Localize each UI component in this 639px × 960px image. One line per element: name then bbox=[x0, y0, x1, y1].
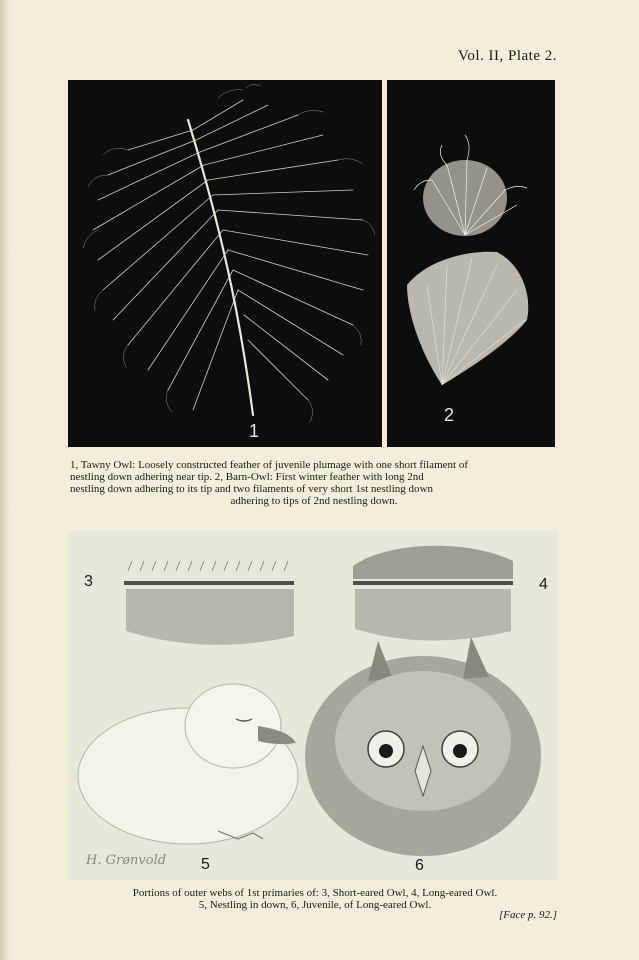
lower-caption-line-2: 5, Nestling in down, 6, Juvenile, of Long-eared Owl. bbox=[198, 899, 432, 911]
upper-caption bbox=[70, 459, 558, 507]
drawing-plate bbox=[68, 531, 558, 880]
feather-illustration-1 bbox=[68, 80, 382, 447]
figure-1-number: 1 bbox=[249, 421, 260, 441]
upper-caption-line-4: adhering to tips of 2nd nestling down. bbox=[230, 495, 398, 507]
figure-3-number: 3 bbox=[84, 573, 93, 590]
feather-illustration-2 bbox=[387, 80, 555, 447]
page-edge-shadow bbox=[0, 0, 12, 960]
web-drawing-4 bbox=[353, 546, 513, 641]
figure-2-number: 2 bbox=[444, 405, 455, 425]
lower-caption bbox=[72, 887, 558, 911]
owl-drawings bbox=[68, 531, 558, 880]
upper-caption-line-2: nestling down adhering near tip. 2, Barn-Owl: First winter feather with long 2nd bbox=[70, 471, 424, 483]
web-drawing-3 bbox=[124, 561, 294, 645]
plate-label: Vol. II, Plate 2. bbox=[457, 48, 557, 64]
figure-4-number: 4 bbox=[539, 576, 548, 593]
lower-caption-line-1: Portions of outer webs of 1st primaries of: 3, Short-eared Owl, 4, Long-eared Owl. bbox=[132, 887, 498, 899]
figure-6-number: 6 bbox=[415, 857, 424, 874]
nestling-drawing-5 bbox=[78, 684, 298, 844]
upper-caption-line-1: 1, Tawny Owl: Loosely constructed feather of juvenile plumage with one short filament of bbox=[70, 459, 468, 471]
upper-caption-line-3: nestling down adhering to its tip and two filaments of very short 1st nestling down bbox=[70, 483, 433, 495]
artist-signature: H. Grønvold bbox=[86, 853, 167, 868]
photo-barn-owl-feather bbox=[387, 80, 555, 447]
face-page-note: [Face p. 92.] bbox=[498, 909, 557, 921]
figure-5-number: 5 bbox=[201, 856, 210, 873]
juvenile-owl-drawing-6 bbox=[305, 637, 541, 856]
photo-tawny-owl-feather bbox=[68, 80, 382, 447]
